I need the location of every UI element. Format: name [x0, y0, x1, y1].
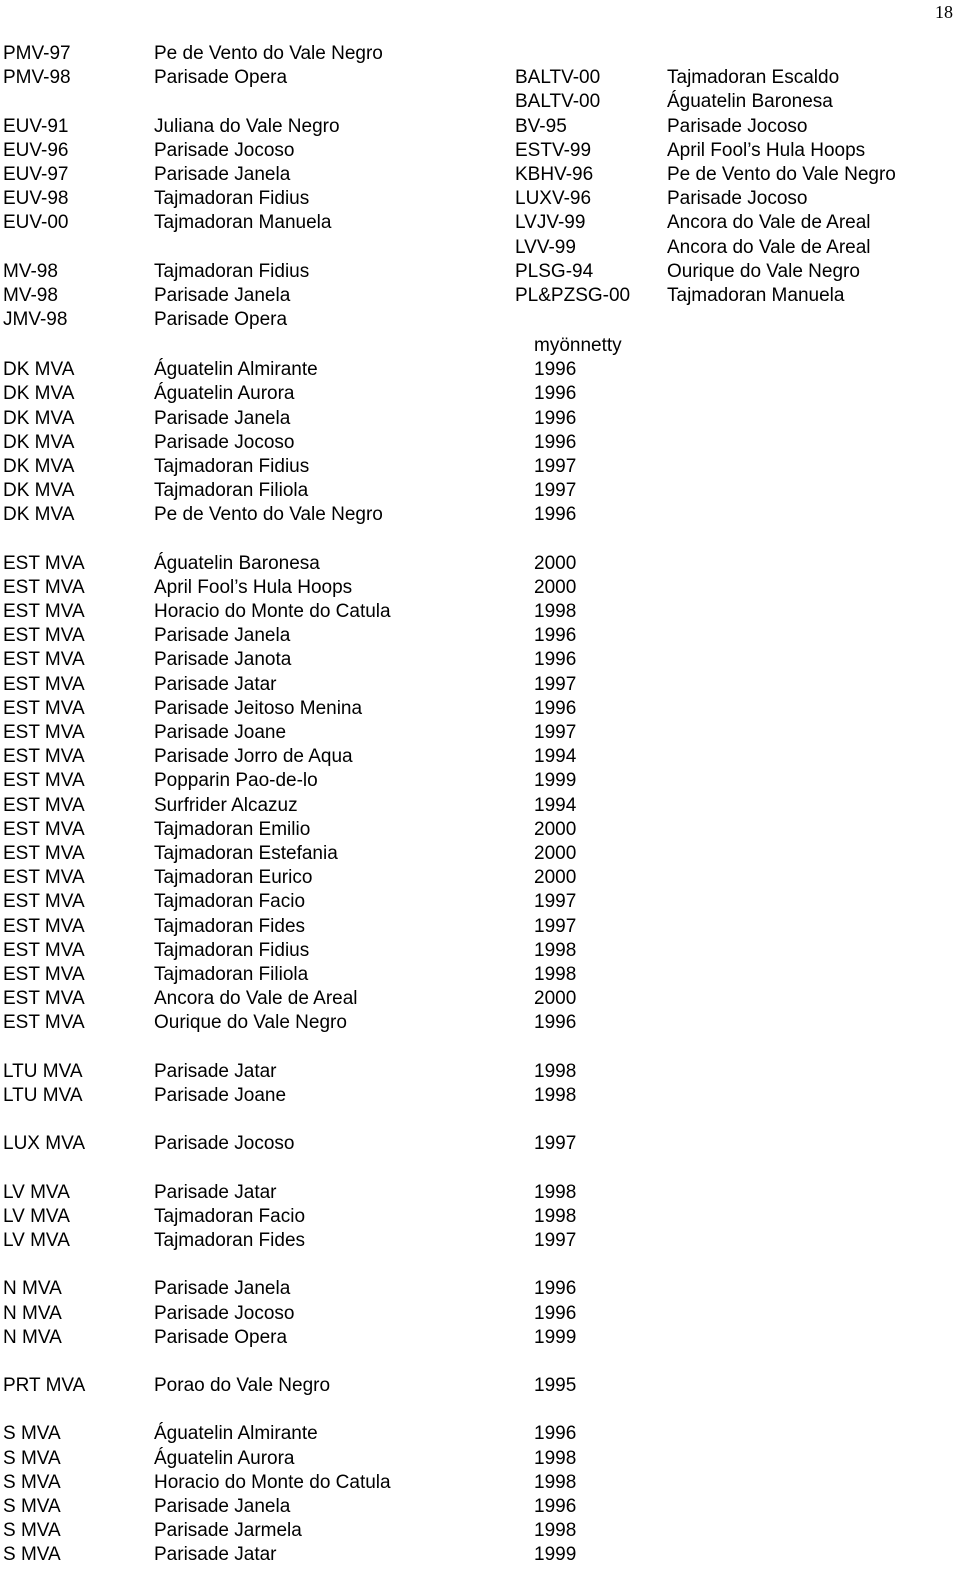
- granted-year: 2000: [534, 576, 577, 598]
- champion-row: [0, 745, 960, 769]
- granted-year: 1996: [534, 697, 577, 719]
- champion-title: EST MVA: [3, 842, 85, 864]
- granted-year: 1997: [534, 1133, 577, 1155]
- dog-name-2: Pe de Vento do Vale Negro: [667, 163, 896, 185]
- champion-title: N MVA: [3, 1326, 62, 1348]
- dog-name: Pe de Vento do Vale Negro: [154, 43, 383, 64]
- champion-row: [0, 794, 960, 818]
- title-code-2: LVV-99: [515, 236, 576, 258]
- dog-name: Tajmadoran Fidius: [154, 455, 310, 477]
- champion-title: LTU MVA: [3, 1060, 83, 1082]
- champion-title: EST MVA: [3, 794, 85, 816]
- title-code: JMV-98: [3, 309, 68, 331]
- title-row: [0, 139, 960, 163]
- granted-year: 1998: [534, 1205, 577, 1227]
- champion-row: [0, 890, 960, 914]
- dog-name: Parisade Janela: [154, 1496, 291, 1517]
- champion-row: [0, 939, 960, 963]
- dog-name: Parisade Janota: [154, 649, 292, 671]
- dog-name: Tajmadoran Fidius: [154, 260, 310, 282]
- granted-year: 1997: [534, 673, 577, 695]
- granted-year: 1997: [534, 1229, 577, 1251]
- title-row: [0, 90, 960, 114]
- granted-year: 1996: [534, 1496, 577, 1517]
- champion-title: S MVA: [3, 1520, 61, 1542]
- champion-row: [0, 1011, 960, 1035]
- champion-row: [0, 1060, 960, 1084]
- champion-title: EST MVA: [3, 625, 85, 647]
- champion-title: EST MVA: [3, 988, 85, 1010]
- granted-year: 2000: [534, 842, 577, 864]
- title-row: [0, 187, 960, 211]
- granted-year: 1999: [534, 770, 577, 792]
- dog-name: Águatelin Almirante: [154, 1423, 318, 1445]
- champion-row: [0, 1471, 960, 1495]
- granted-year: 1998: [534, 963, 577, 985]
- champion-title: EST MVA: [3, 891, 85, 913]
- title-code-2: LUXV-96: [515, 188, 592, 210]
- granted-year: 1997: [534, 891, 577, 913]
- dog-name-2: Ancora do Vale de Areal: [667, 212, 871, 234]
- champion-row: [0, 1398, 960, 1422]
- champion-row: [0, 552, 960, 576]
- champion-title: EST MVA: [3, 576, 85, 598]
- title-row: [0, 42, 960, 66]
- champion-title: PRT MVA: [3, 1375, 86, 1397]
- title-row: [0, 115, 960, 139]
- title-code: PMV-98: [3, 67, 71, 89]
- champion-title: S MVA: [3, 1471, 61, 1493]
- champion-title: DK MVA: [3, 504, 75, 526]
- dog-name: Tajmadoran Fides: [154, 915, 306, 937]
- champion-title: EST MVA: [3, 722, 85, 743]
- dog-name: Porao do Vale Negro: [154, 1375, 331, 1397]
- dog-name: Águatelin Baronesa: [154, 552, 320, 574]
- title-code-2: BV-95: [515, 115, 567, 137]
- dog-name: Parisade Opera: [154, 67, 288, 89]
- dog-name: Tajmadoran Manuela: [154, 212, 332, 234]
- dog-name: Parisade Jorro de Aqua: [154, 746, 353, 768]
- champion-row: [0, 455, 960, 479]
- dog-name-2: Ancora do Vale de Areal: [667, 236, 871, 258]
- dog-name: Tajmadoran Fidius: [154, 188, 310, 210]
- title-code-2: KBHV-96: [515, 163, 594, 185]
- granted-year: 1996: [534, 1278, 577, 1300]
- champion-title: EST MVA: [3, 601, 85, 623]
- champion-row: [0, 987, 960, 1011]
- dog-name: Ancora do Vale de Areal: [154, 988, 358, 1010]
- champion-row: [0, 1229, 960, 1253]
- granted-year: 1997: [534, 915, 577, 937]
- champion-row: [0, 866, 960, 890]
- dog-name: Tajmadoran Filiola: [154, 480, 309, 502]
- dog-name: Horacio do Monte do Catula: [154, 1471, 391, 1493]
- title-row: [0, 308, 960, 332]
- champion-title: EST MVA: [3, 939, 85, 961]
- champion-row: [0, 1302, 960, 1326]
- page-number: 18: [935, 2, 953, 22]
- champion-row: [0, 1035, 960, 1059]
- champion-title: EST MVA: [3, 818, 85, 840]
- champion-row: [0, 431, 960, 455]
- dog-name: Parisade Jocoso: [154, 1133, 295, 1155]
- title-row: [0, 260, 960, 284]
- dog-name: Parisade Jocoso: [154, 1302, 295, 1324]
- dog-name: Parisade Jatar: [154, 673, 277, 695]
- champion-title: DK MVA: [3, 359, 75, 381]
- granted-year: 1996: [534, 1423, 577, 1445]
- dog-name: Parisade Jatar: [154, 1544, 277, 1566]
- dog-name: Parisade Jocoso: [154, 431, 295, 453]
- dog-name-2: Águatelin Baronesa: [667, 91, 833, 113]
- title-code: EUV-96: [3, 139, 69, 161]
- champion-list: [0, 334, 960, 1568]
- champion-row: [0, 1447, 960, 1471]
- champion-row: [0, 624, 960, 648]
- champion-row: [0, 1543, 960, 1567]
- champion-title: S MVA: [3, 1496, 61, 1517]
- granted-year: 1996: [534, 649, 577, 671]
- champion-title: DK MVA: [3, 455, 75, 477]
- dog-name: Tajmadoran Facio: [154, 1205, 306, 1227]
- champion-row: [0, 1495, 960, 1519]
- champion-title: EST MVA: [3, 915, 85, 937]
- granted-year: 2000: [534, 988, 577, 1010]
- champion-row: [0, 1374, 960, 1398]
- dog-name: Parisade Janela: [154, 1278, 291, 1300]
- dog-name-2: Parisade Jocoso: [667, 188, 808, 210]
- dog-name: Parisade Jatar: [154, 1060, 277, 1082]
- champion-row: [0, 721, 960, 745]
- champion-row: [0, 576, 960, 600]
- granted-year: 1994: [534, 746, 577, 768]
- dog-name: Águatelin Aurora: [154, 383, 295, 405]
- champion-row: [0, 1350, 960, 1374]
- champion-title: N MVA: [3, 1302, 62, 1324]
- champion-title: LV MVA: [3, 1229, 70, 1251]
- granted-header-row: [0, 334, 960, 358]
- champion-row: [0, 1277, 960, 1301]
- granted-year: 1998: [534, 601, 577, 623]
- granted-year: 2000: [534, 818, 577, 840]
- champion-row: [0, 842, 960, 866]
- dog-name: Parisade Janela: [154, 625, 291, 647]
- dog-name: Parisade Joane: [154, 1084, 287, 1106]
- granted-year: 1994: [534, 794, 577, 816]
- champion-row: [0, 1326, 960, 1350]
- champion-title: N MVA: [3, 1278, 62, 1300]
- dog-name: Pe de Vento do Vale Negro: [154, 504, 383, 526]
- granted-year: 1998: [534, 1520, 577, 1542]
- champion-row: [0, 915, 960, 939]
- titles-table: [0, 42, 960, 332]
- champion-title: EST MVA: [3, 552, 85, 574]
- dog-name: Parisade Opera: [154, 309, 288, 331]
- dog-name: Tajmadoran Fides: [154, 1229, 306, 1251]
- champion-title: LTU MVA: [3, 1084, 83, 1106]
- granted-year: 1998: [534, 939, 577, 961]
- champion-row: [0, 1422, 960, 1446]
- granted-year: 1996: [534, 407, 577, 429]
- champion-row: [0, 358, 960, 382]
- champion-row: [0, 1253, 960, 1277]
- granted-year: 1996: [534, 383, 577, 405]
- dog-name: Surfrider Alcazuz: [154, 794, 298, 816]
- champion-row: [0, 1108, 960, 1132]
- champion-row: [0, 1205, 960, 1229]
- champion-row: [0, 697, 960, 721]
- title-code-2: BALTV-00: [515, 67, 601, 89]
- champion-title: S MVA: [3, 1544, 61, 1566]
- dog-name: Parisade Janela: [154, 284, 291, 306]
- champion-row: [0, 963, 960, 987]
- champion-row: [0, 503, 960, 527]
- champion-title: EST MVA: [3, 746, 85, 768]
- granted-year: 1998: [534, 1084, 577, 1106]
- dog-name: Parisade Jarmela: [154, 1520, 302, 1542]
- dog-name: Ourique do Vale Negro: [154, 1012, 347, 1034]
- champion-row: [0, 382, 960, 406]
- champion-row: [0, 528, 960, 552]
- granted-year: 1996: [534, 431, 577, 453]
- champion-title: EST MVA: [3, 697, 85, 719]
- champion-row: [0, 407, 960, 431]
- granted-year: 1996: [534, 1012, 577, 1034]
- granted-year: 1996: [534, 359, 577, 381]
- dog-name: Águatelin Almirante: [154, 359, 318, 381]
- dog-name: April Fool’s Hula Hoops: [154, 576, 353, 598]
- dog-name-2: Parisade Jocoso: [667, 115, 808, 137]
- champion-title: EST MVA: [3, 770, 85, 792]
- champion-title: LV MVA: [3, 1181, 70, 1203]
- champion-row: [0, 673, 960, 697]
- champion-title: S MVA: [3, 1423, 61, 1445]
- granted-year: 1999: [534, 1326, 577, 1348]
- dog-name: Tajmadoran Emilio: [154, 818, 311, 840]
- champion-title: DK MVA: [3, 407, 75, 429]
- champion-title: DK MVA: [3, 480, 75, 502]
- champion-title: EST MVA: [3, 963, 85, 985]
- title-row: [0, 284, 960, 308]
- title-row: [0, 66, 960, 90]
- title-code: MV-98: [3, 284, 58, 306]
- dog-name: Parisade Jeitoso Menina: [154, 697, 363, 719]
- title-code: EUV-98: [3, 188, 69, 210]
- title-code: EUV-91: [3, 115, 69, 137]
- champion-row: [0, 1132, 960, 1156]
- granted-year: 1996: [534, 504, 577, 526]
- granted-year: 1998: [534, 1181, 577, 1203]
- champion-title: S MVA: [3, 1447, 61, 1469]
- champion-title: DK MVA: [3, 383, 75, 405]
- granted-year: 2000: [534, 552, 577, 574]
- title-row: [0, 236, 960, 260]
- dog-name-2: Tajmadoran Escaldo: [667, 67, 840, 89]
- granted-year: 1999: [534, 1544, 577, 1566]
- champion-title: EST MVA: [3, 649, 85, 671]
- dog-name: Águatelin Aurora: [154, 1447, 295, 1469]
- dog-name: Parisade Jatar: [154, 1181, 277, 1203]
- dog-name: Tajmadoran Eurico: [154, 867, 313, 889]
- champion-row: [0, 648, 960, 672]
- title-code: EUV-00: [3, 212, 69, 234]
- title-code: PMV-97: [3, 43, 71, 64]
- champion-title: EST MVA: [3, 673, 85, 695]
- dog-name: Parisade Janela: [154, 407, 291, 429]
- granted-year: 1997: [534, 722, 577, 743]
- dog-name: Tajmadoran Fidius: [154, 939, 310, 961]
- granted-header: myönnetty: [534, 335, 622, 356]
- title-code-2: LVJV-99: [515, 212, 586, 234]
- dog-name: Juliana do Vale Negro: [154, 115, 340, 137]
- title-row: [0, 163, 960, 187]
- dog-name-2: April Fool’s Hula Hoops: [667, 139, 866, 161]
- dog-name: Tajmadoran Estefania: [154, 842, 338, 864]
- granted-year: 1995: [534, 1375, 577, 1397]
- title-code: MV-98: [3, 260, 58, 282]
- title-code-2: ESTV-99: [515, 139, 592, 161]
- title-code-2: PLSG-94: [515, 260, 594, 282]
- champion-title: LV MVA: [3, 1205, 70, 1227]
- dog-name: Parisade Joane: [154, 722, 287, 743]
- dog-name: Parisade Jocoso: [154, 139, 295, 161]
- champion-title: EST MVA: [3, 867, 85, 889]
- champion-row: [0, 479, 960, 503]
- granted-year: 1997: [534, 480, 577, 502]
- title-code-2: PL&PZSG-00: [515, 284, 631, 306]
- granted-year: 1996: [534, 1302, 577, 1324]
- champion-row: [0, 1084, 960, 1108]
- granted-year: 1998: [534, 1060, 577, 1082]
- champion-title: LUX MVA: [3, 1133, 86, 1155]
- dog-name: Parisade Opera: [154, 1326, 288, 1348]
- granted-year: 1996: [534, 625, 577, 647]
- dog-name: Parisade Janela: [154, 163, 291, 185]
- champion-title: EST MVA: [3, 1012, 85, 1034]
- granted-year: 1997: [534, 455, 577, 477]
- title-code: EUV-97: [3, 163, 69, 185]
- dog-name: Popparin Pao-de-lo: [154, 770, 318, 792]
- champion-row: [0, 769, 960, 793]
- granted-year: 1998: [534, 1447, 577, 1469]
- champion-row: [0, 1156, 960, 1180]
- champion-row: [0, 600, 960, 624]
- title-row: [0, 211, 960, 235]
- champion-row: [0, 818, 960, 842]
- granted-year: 2000: [534, 867, 577, 889]
- champion-title: DK MVA: [3, 431, 75, 453]
- champion-row: [0, 1181, 960, 1205]
- dog-name: Tajmadoran Filiola: [154, 963, 309, 985]
- title-code-2: BALTV-00: [515, 91, 601, 113]
- dog-name-2: Ourique do Vale Negro: [667, 260, 860, 282]
- granted-year: 1998: [534, 1471, 577, 1493]
- dog-name: Tajmadoran Facio: [154, 891, 306, 913]
- dog-name: Horacio do Monte do Catula: [154, 601, 391, 623]
- dog-name-2: Tajmadoran Manuela: [667, 284, 845, 306]
- champion-row: [0, 1519, 960, 1543]
